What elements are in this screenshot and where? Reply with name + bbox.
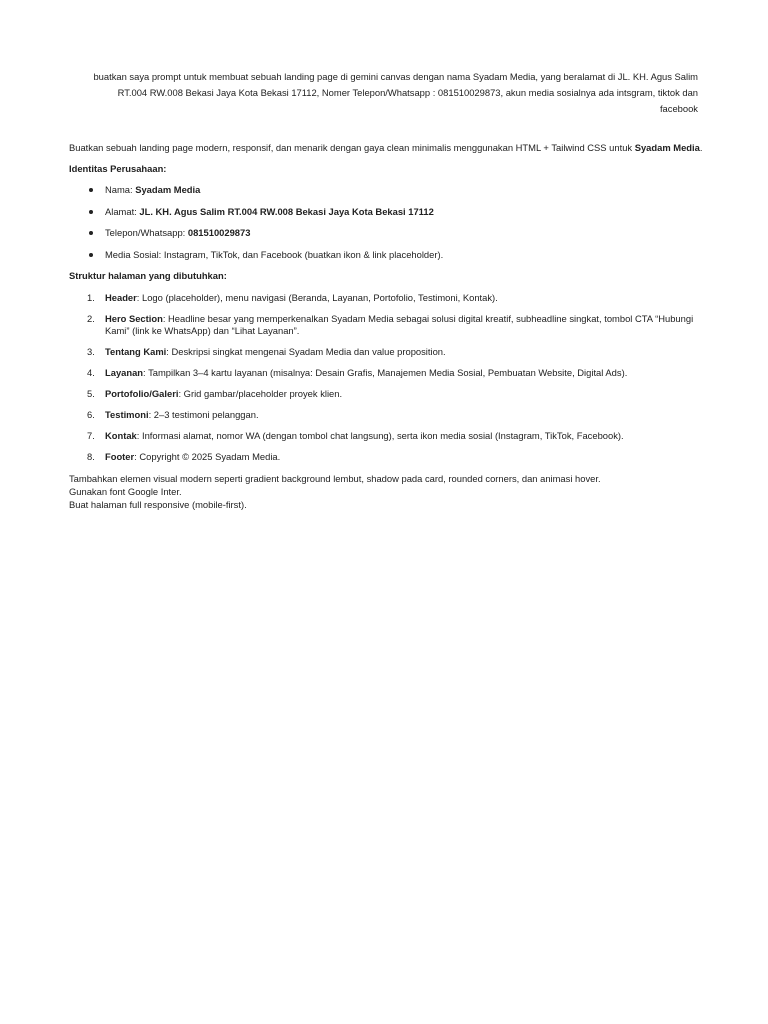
identity-list	[69, 184, 709, 261]
item-label: Nama:	[105, 184, 136, 195]
item-label: Media Sosial: Instagram, TikTok, dan Facebook (buatkan ikon & link placeholder).	[105, 248, 444, 260]
item-title: Portofolio/Galeri	[105, 388, 179, 399]
closing-line: Gunakan font Google Inter.	[69, 486, 182, 497]
item-desc: : 2–3 testimoni pelanggan.	[148, 409, 259, 420]
item-title: Tentang Kami	[105, 346, 167, 357]
request-line: RT.004 RW.008 Bekasi Jaya Kota Bekasi 17112, Nomer Telepon/Whatsapp : 081510029873, akun media sosialnya ada intsgram, tiktok dan	[117, 87, 698, 98]
item-label: Alamat:	[105, 205, 140, 217]
item-title: Footer	[105, 451, 135, 462]
item-number: 5.	[87, 388, 95, 399]
item-desc: : Logo (placeholder), menu navigasi (Beranda, Layanan, Portofolio, Testimoni, Kontak).	[136, 291, 498, 303]
item-number: 4.	[87, 367, 95, 378]
structure-list	[69, 292, 709, 464]
item-desc: : Deskripsi singkat mengenai Syadam Media dan value proposition.	[166, 346, 446, 357]
list-item	[69, 430, 709, 443]
list-item	[69, 367, 709, 380]
request-line: facebook	[659, 103, 698, 114]
intro-paragraph	[69, 142, 709, 155]
item-value: Syadam Media	[135, 184, 201, 195]
item-desc: : Grid gambar/placeholder proyek klien.	[178, 388, 343, 399]
item-desc: : Informasi alamat, nomor WA (dengan tombol chat langsung), serta ikon media sosial (Instagram, TikTok, Facebook).	[136, 430, 624, 441]
request-paragraph	[70, 69, 698, 117]
item-desc: : Tampilkan 3–4 kartu layanan (misalnya: Desain Grafis, Manajemen Media Sosial, Pembuatan Website, Digital Ads).	[143, 367, 628, 378]
list-item	[69, 346, 709, 359]
item-title: Hero Section	[105, 312, 163, 324]
list-item	[69, 184, 709, 197]
request-line: buatkan saya prompt untuk membuat sebuah landing page di gemini canvas dengan nama Syadam Media, yang beralamat di JL. KH. Agus Salim	[93, 71, 698, 82]
item-value: JL. KH. Agus Salim RT.004 RW.008 Bekasi Jaya Kota Bekasi 17112	[139, 205, 434, 217]
item-value: 081510029873	[187, 227, 251, 238]
list-item	[69, 227, 709, 240]
item-number: 1.	[87, 291, 95, 303]
list-item	[69, 409, 709, 422]
list-item	[69, 313, 709, 338]
list-item	[69, 451, 709, 464]
list-item	[69, 388, 709, 401]
closing-line: Buat halaman full responsive (mobile-first).	[69, 499, 247, 510]
item-number: 6.	[87, 409, 95, 420]
item-number: 7.	[87, 430, 95, 441]
item-title: Header	[105, 291, 137, 303]
list-item	[69, 206, 709, 219]
item-title: Kontak	[105, 430, 137, 441]
item-number: 2.	[87, 312, 95, 324]
item-label: Telepon/Whatsapp:	[105, 227, 188, 238]
list-item	[69, 249, 709, 262]
item-title: Testimoni	[105, 409, 149, 420]
list-item	[69, 292, 709, 305]
closing-line: Tambahkan elemen visual modern seperti gradient background lembut, shadow pada card, rounded corners, dan animasi hover.	[69, 473, 601, 484]
item-number: 3.	[87, 346, 95, 357]
closing-notes	[69, 472, 709, 511]
intro-end: .	[699, 142, 703, 153]
item-number: 8.	[87, 451, 95, 462]
item-title: Layanan	[105, 367, 144, 378]
prompt-body	[69, 142, 709, 511]
intro-brand: Syadam Media	[634, 142, 700, 153]
structure-heading: Struktur halaman yang dibutuhkan:	[69, 270, 227, 281]
item-desc: : Copyright © 2025 Syadam Media.	[134, 451, 281, 462]
identity-heading: Identitas Perusahaan:	[69, 162, 167, 174]
intro-text: Buatkan sebuah landing page modern, responsif, dan menarik dengan gaya clean minimalis menggunakan HTML + Tailwind CSS untuk	[69, 142, 635, 153]
item-desc: : Headline besar yang memperkenalkan Syadam Media sebagai solusi digital kreatif, subheadline singkat, tombol CTA “Hubungi Kami” (link ke WhatsApp) dan “Lihat Layanan”.	[105, 312, 694, 336]
